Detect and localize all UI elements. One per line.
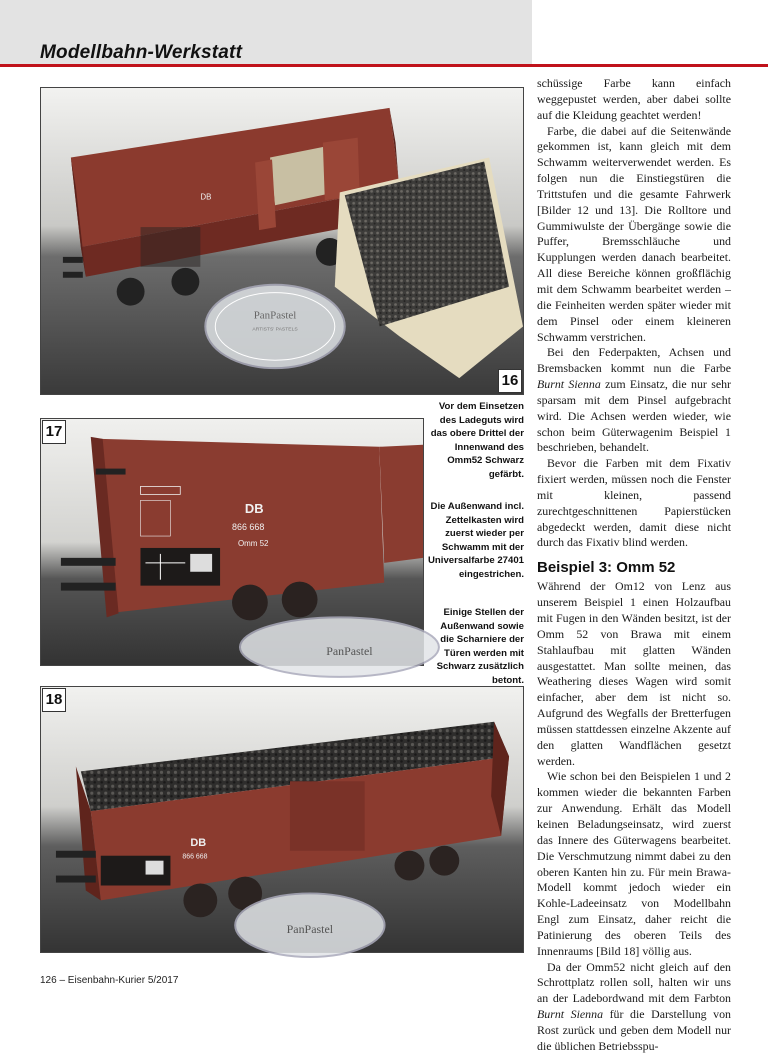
photo-number-16: 16	[498, 369, 522, 393]
photo-17	[40, 418, 424, 666]
photo-18	[40, 686, 524, 953]
wagon-marking-number-17: 866 668	[232, 522, 265, 533]
caption-photo-16: Vor dem Einsetzen des Ladeguts wird das obere Drittel der Innenwand des Omm52 Schwarz gefärbt.	[430, 401, 524, 480]
panpastel-label: PanPastel	[253, 309, 297, 322]
photo-16	[40, 87, 524, 395]
header-rule	[0, 64, 768, 67]
panpastel-label-17: PanPastel	[326, 644, 373, 659]
wagon-marking-type-17: Omm 52	[237, 538, 269, 548]
photo-wagon-coal-load-icon	[41, 687, 523, 952]
panpastel-label-18: PanPastel	[286, 922, 334, 937]
page-footer: 126 – Eisenbahn-Kurier 5/2017	[40, 975, 179, 986]
wagon-marking-db-17: DB	[244, 501, 264, 517]
article-paragraph: Bevor die Farben mit dem Fixativ fixiert werden, müssen noch die Fenster mit kleinen, passend zurechtgeschnittenen Papierstücken abgedeckt werden, damit diese nicht durch das Fixativ blind werden.	[537, 456, 731, 550]
article-column	[537, 76, 731, 1055]
photo-wagon-open-doors-icon	[41, 88, 523, 394]
wagon-marking-db-18: DB	[190, 836, 207, 849]
section-heading: Beispiel 3: Omm 52	[537, 559, 676, 577]
article-paragraph: Da der Omm52 nicht gleich auf den Schrottplatz rollen soll, halten wir uns an der Ladebordwand mit dem Farbton Burnt Sienna für die Darstellung von Rost zurück und geben dem Modell nur die üblichen Betriebsspu-	[537, 959, 731, 1053]
caption-photo-17-b: Einige Stellen der Außenwand sowie die Scharniere der Türen werden mit Schwarz zusätzlich betont.	[436, 607, 524, 686]
wagon-marking-db: DB	[200, 192, 212, 202]
article-paragraph: Während der Om12 von Lenz aus unserem Beispiel 1 einen Holzaufbau mit Fugen in den Wänden besitzt, ist der Omm 52 von Brawa mit einem Stahlaufbau mit glatten Wänden ausgestattet. Man sollte meinen, das Weathering dieses Wagen wird somit einfacher, aber dem ist nicht so. Aufgrund des Wegfalls der Bretterfugen müssen stattdessen einzelne Akzente auf den glatten Wandflächen gesetzt werden.	[537, 579, 731, 768]
article-paragraph: schüssige Farbe kann einfach weggepustet werden, aber dabei sollte auf die Kleidung geachtet werden!	[537, 76, 731, 122]
panpastel-sublabel: ARTISTS' PASTELS	[252, 327, 298, 333]
photo-number-18: 18	[42, 688, 66, 712]
article-paragraph: Farbe, die dabei auf die Seitenwände gekommen ist, kann gleich mit dem Schwamm weiterverwendet werden. Es folgen nun die Einstiegstüren die Trittstufen und die gesamte Fahrwerk [Bilder 12 und 13]. Die Rolltore und Gummiwulste der Übergänge sowie die Puffer, Bremsschläuche und Kupplungen werden danach bearbeitet. All diese Bereiche können großflächig mit dem Schwamm bearbeitet werden – die Feinheiten werden später wieder mit dem Pinsel oder einem kleineren Schwamm verstrichen.	[537, 123, 731, 344]
caption-photo-17-a: Die Außenwand incl. Zettelkasten wird zuerst wieder per Schwamm mit der Universalfarbe 27401 eingestrichen.	[428, 501, 524, 580]
article-paragraph: Wie schon bei den Beispielen 1 und 2 kommen wieder die bekannten Farben zur Anwendung. Erhält das Modell keinen Beladungseinsatz, wird zuerst das Innere des Güterwagens bearbeitet. Die Verschmutzung nimmt dabei zu den oberen Kanten hin zu. Für mein Brawa-Modell kommt jedoch wieder ein Kohle-Ladeeinsatz von Modellbahn Engl zum Einsatz, daher reicht die Patinierung des oberen Teils des Innenraums [Bild 18] völlig aus.	[537, 769, 731, 958]
section-title: Modellbahn-Werkstatt	[40, 42, 243, 63]
photo-number-17: 17	[42, 420, 66, 444]
wagon-marking-number-18: 866 668	[182, 853, 208, 861]
article-paragraph: Bei den Federpakten, Achsen und Bremsbacken kommt nun die Farbe Burnt Sienna zum Einsatz, die nur sehr sparsam mit dem Pinsel aufgebracht wird. Die Achsen werden wieder, wie schon beim Güterwagenim Beispiel 1 beschrieben, behandelt.	[537, 345, 732, 455]
photo-wagon-side-closeup-icon	[41, 419, 423, 665]
